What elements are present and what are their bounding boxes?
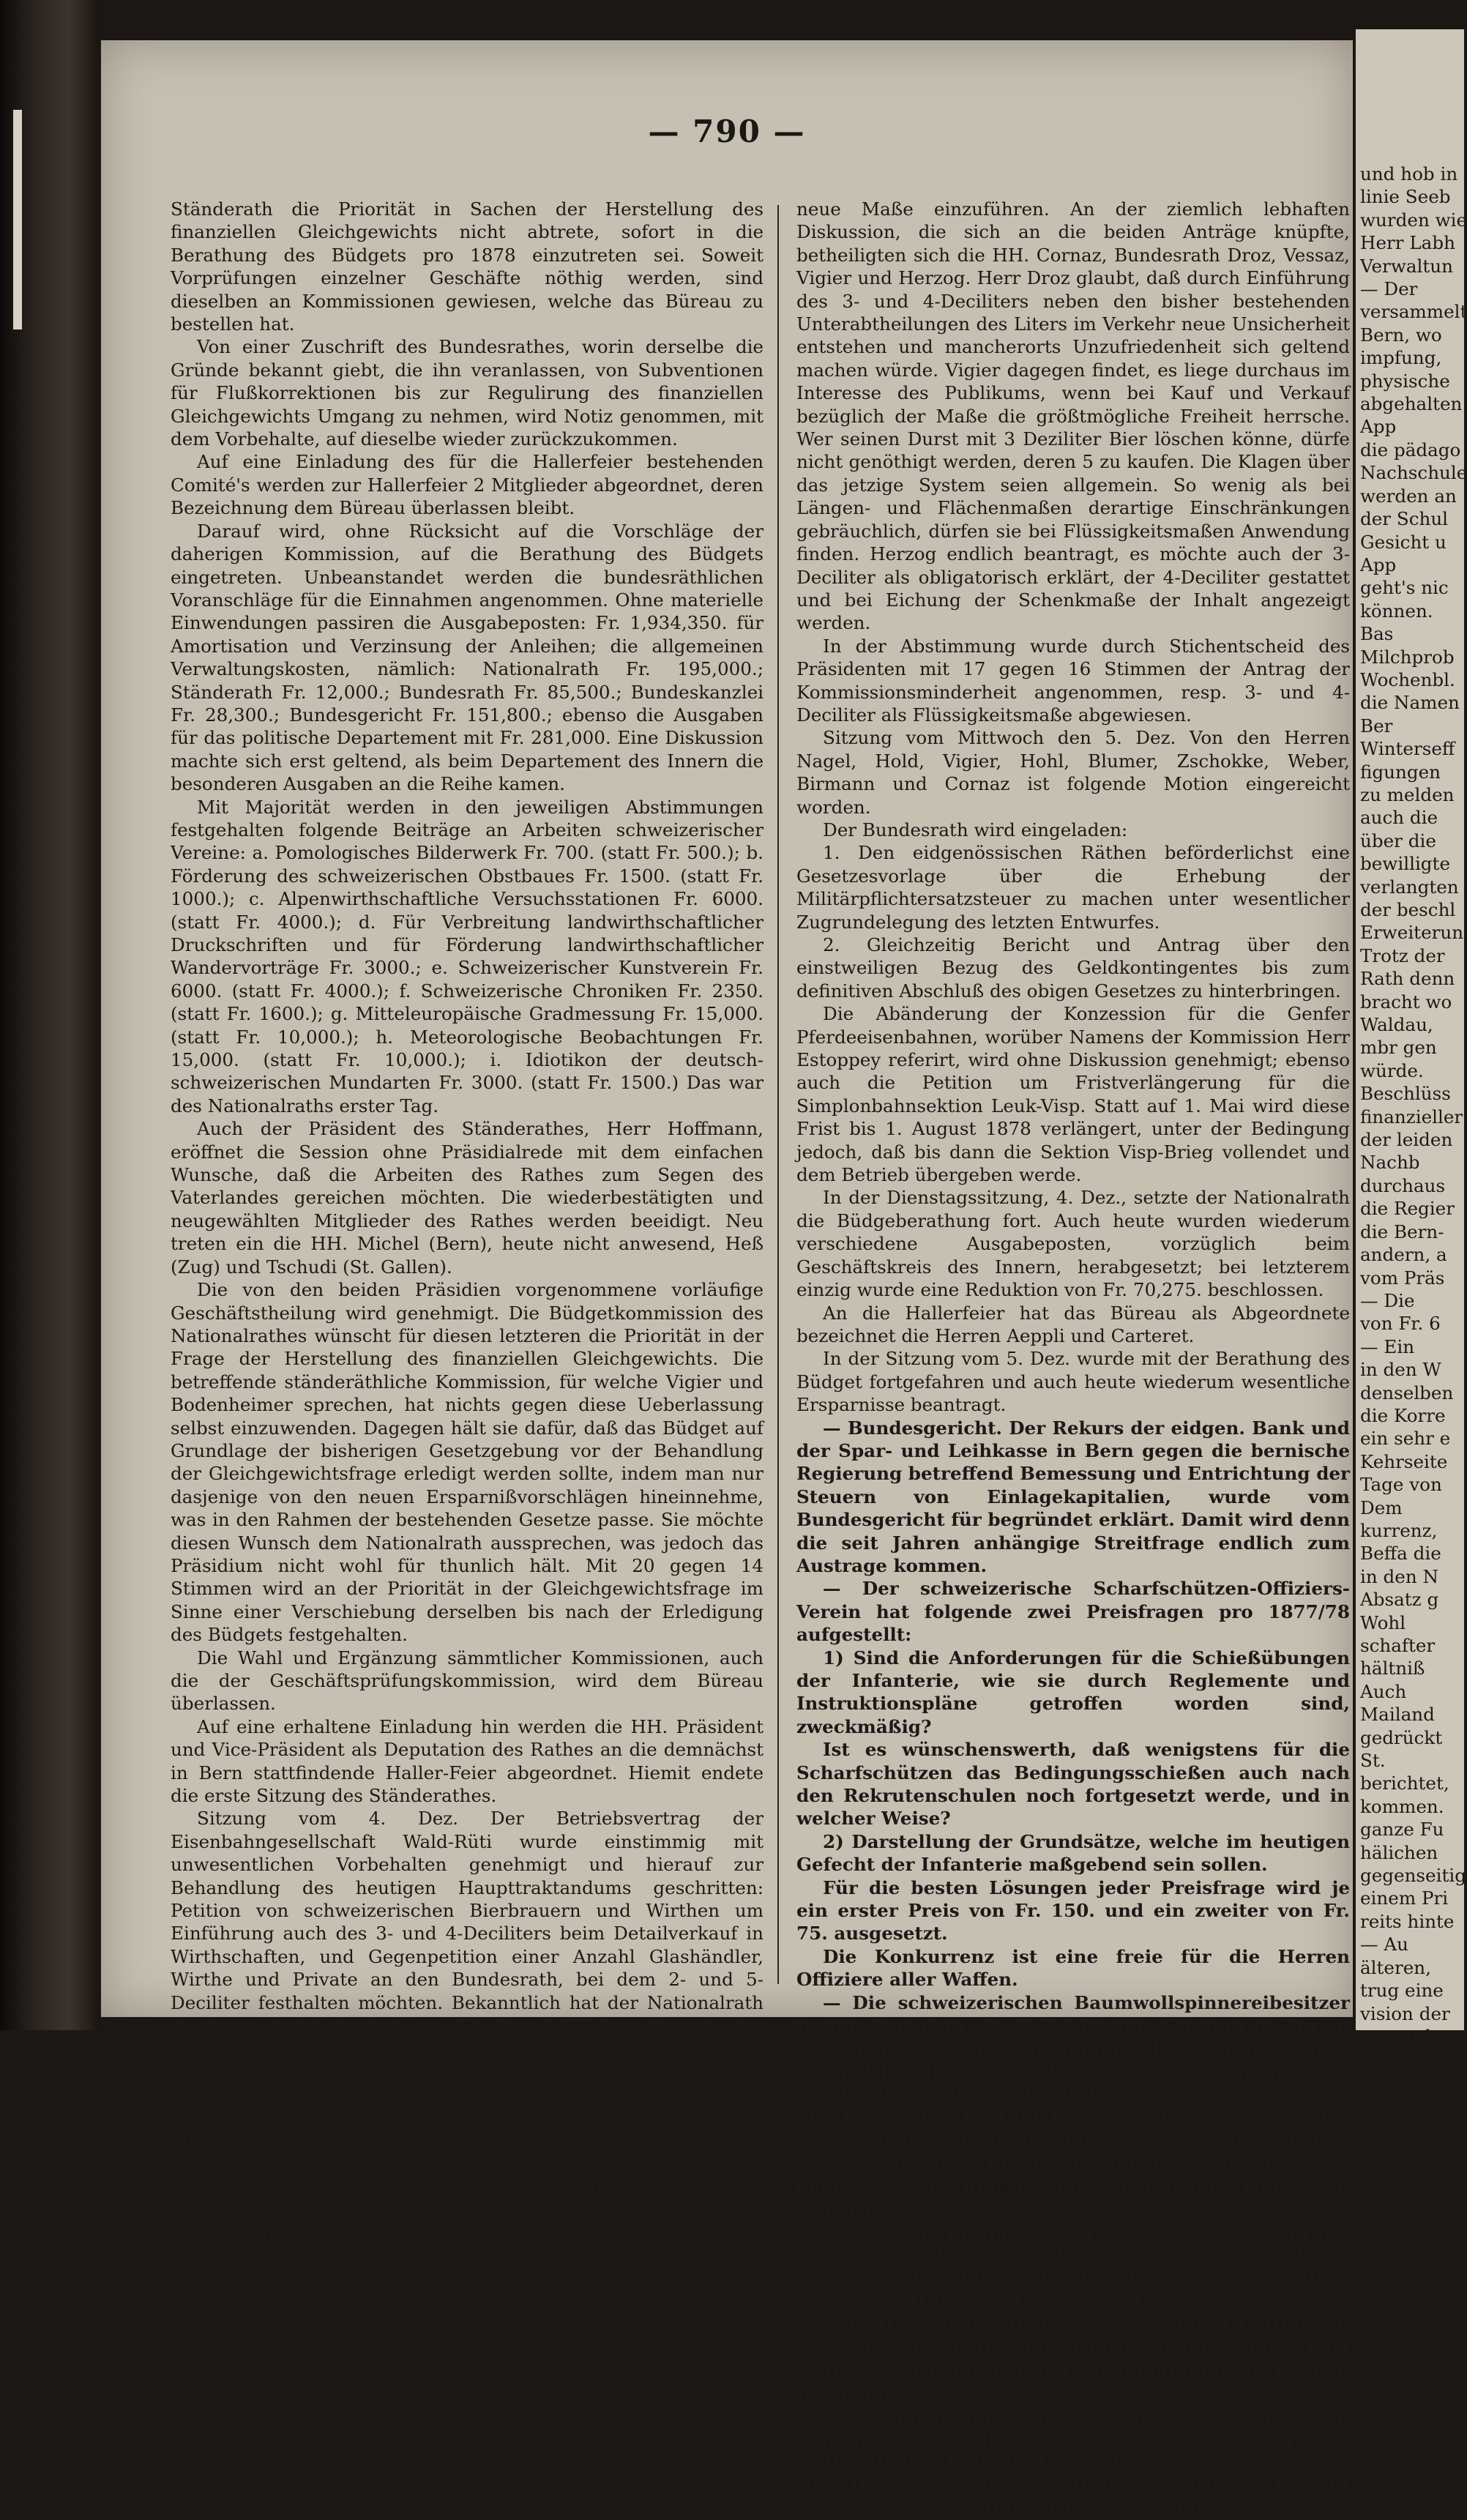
page-edge-strip: [13, 110, 22, 329]
fragment-line: Nachb: [1360, 1152, 1420, 1174]
fragment-line: der beschl: [1360, 899, 1456, 920]
paragraph: Von einer Zuschrift des Bundesrathes, worin derselbe die Gründe bekannt giebt, die ihn veranlassen, von Subventionen für Flußkorrektionen bis zur Regulirung des finanziellen Gleichgewichts Umgang zu nehmen, wird Notiz genommen, mit dem Vorbehalte, auf dieselbe wieder zurückzukommen.: [171, 336, 764, 450]
paragraph: 1. Den eidgenössischen Räthen beförderlichst eine Gesetzesvorlage über die Erhebung der Militärpflichtersatzsteuer zu machen unter wesentlicher Zugrundelegung des letzten Entwurfes.: [796, 842, 1350, 933]
fragment-line: Kehrseite: [1360, 1450, 1448, 1472]
fragment-line: Bern, wo: [1360, 324, 1442, 346]
fragment-line: schafter: [1360, 1635, 1436, 1656]
fragment-line: hältniß: [1360, 1658, 1425, 1680]
paragraph: In der Dienstagssitzung, 4. Dez., setzte der Nationalrath die Büdgeberathung fort. Auch heute wurden wiederum verschiedene Ausgabeposten, vorzüglich beim Geschäftskreis des Innern, herabgesetzt; bei letzterem einzig wurde eine Reduktion von Fr. 70,275. beschlossen.: [796, 1187, 1350, 1301]
fragment-line: vermuthe: [1360, 2025, 1448, 2047]
fragment-line: Erweiterun: [1360, 922, 1464, 944]
fragment-line: der leiden: [1360, 1129, 1453, 1151]
fragment-line: Winterseff: [1360, 738, 1455, 760]
fragment-line: mbr gen: [1360, 1037, 1437, 1059]
fragment-lines: [1356, 163, 1467, 2071]
fragment-line: gedrückt: [1360, 1726, 1443, 1748]
fragment-line: die Korre: [1360, 1404, 1446, 1426]
fragment-line: Beschlüss: [1360, 1083, 1451, 1105]
fragment-line: Milchprob: [1360, 646, 1455, 668]
fragment-line: Auch: [1360, 1680, 1407, 1702]
paragraph: Die Abänderung der Konzession für die Genfer Pferdeeisenbahnen, worüber Namens der Kommission Herr Estoppey referirt, wird ohne Diskussion genehmigt; ebenso auch die Petition um Fristverlängerung für die Simplonbahnsektion Leuk-Visp. Statt auf 1. Mai wird diese Frist bis 1. August 1878 verlängert, unter der Bedingung jedoch, daß bis dann die Sektion Visp-Brieg vollendet und dem Betrieb übergeben werde.: [796, 1003, 1350, 1186]
fragment-line: auch die: [1360, 807, 1438, 829]
fragment-line: Tage von: [1360, 1474, 1442, 1496]
news-item: — Nationalbahn. An der am 3. Dezember in Zofingen abgehaltenen Aktionärversammlung der Nationalbahn betheiligten sich 400 bis 500 Mann. Herr Direktor Ziegler erstattete ausführlichen Bericht über die gegenwärtige Situation der Bahn: [796, 2406, 1350, 2519]
fragment-line: können.: [1360, 600, 1433, 622]
paragraph: Die Wahl und Ergänzung sämmtlicher Kommissionen, auch die der Geschäftsprüfungskommission, wird dem Büreau überlassen.: [171, 1647, 764, 1715]
fragment-line: Trotz der: [1360, 944, 1445, 966]
news-item: — Der schweizerische Scharfschützen-Offiziers-Verein hat folgende zwei Preisfragen pro 1877/78 aufgestellt:: [796, 1578, 1350, 1646]
fragment-line: die Namen: [1360, 692, 1460, 714]
fragment-line: Wochenbl.: [1360, 668, 1455, 690]
news-item: Die Konkurrenz ist eine freie für die Herren Offiziere aller Waffen.: [796, 1945, 1350, 1991]
fragment-line: einem Pri: [1360, 1887, 1449, 1909]
fragment-line: abgehalten: [1360, 393, 1463, 415]
fragment-line: bewilligte: [1360, 853, 1450, 875]
fragment-line: Beffa die: [1360, 1543, 1441, 1565]
fragment-line: physische: [1360, 370, 1450, 392]
fragment-line: andern, a: [1360, 1244, 1447, 1266]
fragment-line: Wohl: [1360, 1611, 1406, 1633]
news-item: Ist es wünschenswerth, daß wenigstens für die Scharfschützen das Bedingungsschießen auch nach den Rekrutenschulen noch fortgesetzt werde, und in welcher Weise?: [796, 1739, 1350, 1830]
fragment-line: von der: [1360, 2049, 1430, 2070]
paragraph: Auf eine Einladung des für die Hallerfeier bestehenden Comité's werden zur Hallerfeier 2 Mitglieder abgeordnet, deren Bezeichnung dem Büreau überlassen bleibt.: [171, 451, 764, 519]
fragment-line: gegenseitig: [1360, 1865, 1466, 1887]
fragment-line: kurrenz,: [1360, 1519, 1438, 1541]
fragment-line: Herr Labh: [1360, 232, 1455, 254]
fragment-line: St.: [1360, 1750, 1386, 1772]
fragment-line: Waldau,: [1360, 1014, 1433, 1036]
fragment-line: reits hinte: [1360, 1910, 1455, 1932]
paragraph: Auf eine erhaltene Einladung hin werden die HH. Präsident und Vice-Präsident als Deputation des Rathes an die demnächst in Bern stattfindende Haller-Feier abgeordnet. Hiemit endete die erste Sitzung des Ständerathes.: [171, 1715, 764, 1807]
news-item: 1) Sind die Anforderungen für die Schießübungen der Infanterie, wie sie durch Reglemente und Instruktionspläne getroffen worden sind, zweckmäßig?: [796, 1647, 1350, 1737]
fragment-line: Dem: [1360, 1496, 1403, 1518]
fragment-line: kommen.: [1360, 1795, 1444, 1817]
fragment-line: verlangten: [1360, 876, 1459, 898]
paragraph: Mit Majorität werden in den jeweiligen Abstimmungen festgehalten folgende Beiträge an Arbeiten schweizerischer Vereine: a. Pomologisches Bilderwerk Fr. 700. (statt Fr. 500.); b. Förderung des schweizerischen Obstbaues Fr. 1500. (statt Fr. 1000.); c. Alpenwirthschaftliche Versuchsstationen Fr. 6000. (statt Fr. 4000.); d. Für Verbreitung landwirthschaftlicher Druckschriften und für Förderung landwirthschaftlicher Wandervorträge Fr. 3000.; e. Schweizerischer Kunstverein Fr. 6000. (statt Fr. 4000.); f. Schweizerische Chroniken Fr. 2350. (statt Fr. 1600.); g. Mitteleuropäische Gradmessung Fr. 15,000. (statt Fr. 10,000.); h. Meteorologische Beobachtungen Fr. 15,000. (statt Fr. 10,000.); i. Idiotikon der deutsch-schweizerischen Mundarten Fr. 3000. (statt Fr. 1500.) Das war des Nationalraths erster Tag.: [171, 796, 764, 1117]
fragment-line: der Schul: [1360, 508, 1449, 530]
fragment-line: die Regier: [1360, 1198, 1455, 1220]
fragment-line: geht's nic: [1360, 577, 1449, 599]
fragment-line: Ber: [1360, 715, 1393, 737]
paragraph: 2. Gleichzeitig Bericht und Antrag über den einstweiligen Bezug des Geldkontingentes bis zum definitiven Abschluß des obigen Gesetzes zu hinterbringen.: [796, 934, 1350, 1002]
fragment-line: in den N: [1360, 1565, 1438, 1587]
fragment-line: linie Seeb: [1360, 186, 1451, 208]
paragraph: In der Sitzung vom 5. Dez. wurde mit der Berathung des Büdget fortgefahren und auch heute wiederum wesentliche Ersparnisse beantragt.: [796, 1348, 1350, 1416]
left-column: [171, 198, 764, 2312]
fragment-line: älteren,: [1360, 1956, 1431, 1978]
fragment-line: versammelt: [1360, 301, 1467, 323]
fragment-line: trug eine: [1360, 1980, 1444, 2002]
paragraph: neue Maße einzuführen. An der ziemlich lebhaften Diskussion, die sich an die beiden Anträge knüpfte, betheiligten sich die HH. Cornaz, Bundesrath Droz, Vessaz, Vigier und Herzog. Herr Droz glaubt, daß durch Einführung des 3- und 4-Deciliters neben den bisher bestehenden Unterabtheilungen des Liters im Verkehr neue Unsicherheit entstehen und mancherorts Unzufriedenheit sich geltend machen würde. Vigier dagegen findet, es liege durchaus im Interesse des Publikums, wenn bei Kauf und Verkauf bezüglich der Maße die größtmögliche Freiheit herrsche. Wer seinen Durst mit 3 Deziliter Bier löschen könne, dürfe nicht genöthigt werden, deren 5 zu kaufen. Die Klagen über das jetzige System seien allgemein. So wenig als bei Längen- und Flächenmaßen derartige Einschränkungen gebräuchlich, dürfen sie bei Flüssigkeitsmaßen Anwendung finden. Herzog endlich beantragt, es möchte auch der 3-Deciliter als obligatorisch erklärt, der 4-Deciliter gestattet und bei Eichung der Schenkmaße der Inhalt angezeigt werden.: [796, 198, 1350, 634]
paragraph: Sitzung vom Mittwoch den 5. Dez. Von den Herren Nagel, Hold, Vigier, Hohl, Blumer, Zschokke, Weber, Birmann und Cornaz ist folgende Motion eingereicht worden.: [796, 727, 1350, 818]
fragment-line: App: [1360, 416, 1397, 438]
paragraph: In der Abstimmung wurde durch Stichentscheid des Präsidenten mit 17 gegen 16 Stimmen der Antrag der Kommissionsminderheit angenommen, resp. 3- und 4-Deciliter als Flüssigkeitsmaße abgewiesen.: [796, 635, 1350, 726]
fragment-line: vision der: [1360, 2002, 1450, 2024]
paragraph: An die Hallerfeier hat das Büreau als Abgeordnete bezeichnet die Herren Aeppli und Carteret.: [796, 1302, 1350, 1346]
fragment-line: über die: [1360, 830, 1436, 851]
fragment-line: durchaus: [1360, 1174, 1446, 1196]
fragment-line: — Ein: [1360, 1335, 1415, 1357]
paragraph: Ständerath die Priorität in Sachen der Herstellung des finanziellen Gleichgewichts nicht abtrete, sofort in die Berathung des Büdgets pro 1878 einzutreten sei. Soweit Vorprüfungen einzelner Geschäfte nöthig werden, sind dieselben an Kommissionen gewiesen, welche das Büreau zu bestellen hat.: [171, 198, 764, 335]
fragment-line: werden an: [1360, 485, 1457, 507]
fragment-line: ganze Fu: [1360, 1819, 1444, 1841]
fragment-line: Gesicht u: [1360, 531, 1447, 553]
fragment-line: finanzieller: [1360, 1106, 1463, 1127]
fragment-line: hälichen: [1360, 1841, 1438, 1863]
fragment-line: zu melden: [1360, 783, 1455, 805]
fragment-line: von Fr. 6: [1360, 1313, 1441, 1335]
fragment-line: würde.: [1360, 1059, 1424, 1081]
fragment-line: App: [1360, 553, 1397, 575]
fragment-line: Rath denn: [1360, 968, 1455, 990]
fragment-line: — Au: [1360, 1934, 1409, 1956]
paragraph: Sitzung vom 4. Dez. Der Betriebsvertrag der Eisenbahngesellschaft Wald-Rüti wurde einstimmig mit unwesentlichen Vorbehalten genehmigt und hierauf zur Behandlung des heutigen Haupttraktandums geschritten: Petition von schweizerischen Bierbrauern und Wirthen um Einführung auch des 3- und 4-Deciliters beim Detailverkauf in Wirthschaften, und Gegenpetition einer Anzahl Glashändler, Wirthe und Private an den Bundesrath, bei dem 2- und 5-Deciliter festhalten möchten. Bekanntlich hat der Nationalrath in dieser Angelegenheit am 22. Juni 1877 beschlossen, der Bundesrath sei eingeladen, den Art. 19. der Vollziehungsverordnung über Maß und Gewicht vom 22. Oktober 1875 mit thunlicher Beförderung in dem Sinne abzuändern, daß beim Detailverkauf als Flüssigkeitsmaß vom Liter abwärts die Theilung 5, 4, 3, 2 und 1-Deciliter gestattet wird. Die Mehrheit der ständeräthlichen Kommission nun (Berichterstatter Herr Kopp) beantragte Zustimmung zu diesem nationalräthlichen Beschlusse, während die Minderheit (Hr. Bodenheimer) über die obenerwähnten Petitionen und Eingaben zur Tagesordnung schreiten möchte, in Anbetracht, daß laut §. 102. der Bundesverfassung dem Bundesrath allein die Competenz zustehe,: [171, 1808, 764, 2312]
fragment-line: die pädago: [1360, 439, 1461, 461]
fragment-line: Mailand: [1360, 1704, 1435, 1726]
fragment-line: — Der: [1360, 278, 1418, 300]
news-item: — Die schweizerischen Baumwollspinnereibesitzer tagten laut dem „N. Z.-Z." letzten Sonntag in Zürich und genehmigten einstimmig die Vorlage einer Normal-Fabrikordnung. Betreffend die Taglohnarbeit wurde Stundenlohn einzuführen beschlossen. Ueber die Frage der Haftpflicht gegenüber dem Arbeiter konnte man sich nicht einigen und es wurde Jedem überlassen, durch die ihm geeignet scheinende Weise gegen Unfälle und daraus entstehende Folgen zu sichern.: [796, 1991, 1350, 2221]
news-item: Für die besten Lösungen jeder Preisfrage wird je ein erster Preis von Fr. 150. und ein zweiter von Fr. 75. ausgesetzt.: [796, 1876, 1350, 1945]
fragment-line: denselben: [1360, 1382, 1454, 1403]
newspaper-page: [101, 40, 1353, 2519]
fragment-line: wurden wie: [1360, 209, 1467, 231]
fragment-line: Verwaltun: [1360, 255, 1453, 277]
fragment-line: impfung,: [1360, 347, 1442, 369]
fragment-line: — Die: [1360, 1289, 1415, 1311]
news-item: 2) Darstellung der Grundsätze, welche im heutigen Gefecht der Infanterie maßgebend sein sollen.: [796, 1830, 1350, 1876]
column-rule: [777, 205, 779, 1984]
fragment-line: ein sehr e: [1360, 1428, 1451, 1450]
fragment-line: Nachschule: [1360, 462, 1467, 484]
fragment-line: in den W: [1360, 1359, 1441, 1381]
fragment-line: bracht wo: [1360, 991, 1452, 1013]
right-column: [796, 198, 1350, 2519]
news-item: — Bundesgericht. Der Rekurs der eidgen. Bank und der Spar- und Leihkasse in Bern gegen die bernische Regierung betreffend Bemessung und Entrichtung der Steuern von Einlagekapitalien, wurde vom Bundesgericht für begründet erklärt. Damit wird denn die seit Jahren anhängige Streitfrage endlich zum Austrage kommen.: [796, 1417, 1350, 1576]
fragment-line: die Bern-: [1360, 1220, 1444, 1242]
fragment-line: und hob in: [1360, 163, 1458, 184]
page-number: — 790 —: [648, 113, 806, 149]
fragment-line: Bas: [1360, 623, 1394, 645]
adjacent-page-fragment: [1356, 29, 1467, 2070]
news-item: — Gotthardbahn. Deutscherseits sind 10 Millionen Nachsubvention für die Gotthardbahn zugesichert worden, vorbehältlich der Genehmigung durch den Reichstag.: [796, 2314, 1350, 2404]
fragment-line: Absatz g: [1360, 1589, 1439, 1611]
paragraph: Die von den beiden Präsidien vorgenommene vorläufige Geschäftstheilung wird genehmigt. Die Büdgetkommission des Nationalrathes wünscht für diesen letzteren die Priorität in der Frage der Herstellung des finanziellen Gleichgewichts. Die betreffende ständeräthliche Kommission, für welche Vigier und Bodenheimer sprechen, hat nichts gegen diese Ueberlassung selbst einzuwenden. Dagegen hält sie dafür, daß das Büdget auf Grundlage der bisherigen Gesetzgebung vor der Behandlung der Gleichgewichtsfrage erledigt werden sollte, indem man nur dasjenige von den neuen Ersparnißvorschlägen hineinnehme, was in den Rahmen der bestehenden Gesetze passe. Sie möchte diesen Wunsch dem Nationalrath aussprechen, was jedoch das Präsidium nicht wohl für thunlich hält. Mit 20 gegen 14 Stimmen wird an der Priorität in der Gleichgewichtsfrage im Sinne einer Verschiebung derselben bis nach der Erledigung des Büdgets festgehalten.: [171, 1279, 764, 1646]
paragraph: Auch der Präsident des Ständerathes, Herr Hoffmann, eröffnet die Session ohne Präsidialrede mit dem einfachen Wunsche, daß die Arbeiten des Rathes zum Segen des Vaterlandes gereichen möchten. Die wiederbestätigten und neugewählten Mitglieder des Rathes werden beeidigt. Neu treten ein die HH. Michel (Bern), heute nicht anwesend, Heß (Zug) und Tschudi (St. Gallen).: [171, 1118, 764, 1278]
news-item: — Gotthardtunnel. Fortschritt der Bohrung während der letzten Woche: Göschenen 16,30 Meter, Airolo 8,50 Meter, Total 24,80 Meter; mithin durchschnittlich per Tag 3,55 Meter.: [796, 2221, 1350, 2312]
fragment-line: figungen: [1360, 761, 1441, 783]
paragraph: Darauf wird, ohne Rücksicht auf die Vorschläge der daherigen Kommission, auf die Berathung des Büdgets eingetreten. Unbeanstandet werden die bundesräthlichen Voranschläge für die Einnahmen angenommen. Ohne materielle Einwendungen passiren die Ausgabeposten: Fr. 1,934,350. für Amortisation und Verzinsung der Anleihen; die allgemeinen Verwaltungskosten, nämlich: Nationalrath Fr. 195,000.; Ständerath Fr. 12,000.; Bundesrath Fr. 85,500.; Bundeskanzlei Fr. 28,300.; Bundesgericht Fr. 151,800.; ebenso die Ausgaben für das politische Departement mit Fr. 281,000. Eine Diskussion machte sich erst geltend, als beim Departement des Innern die besonderen Ausgaben an die Reihe kamen.: [171, 520, 764, 795]
fragment-line: berichtet,: [1360, 1772, 1449, 1794]
paragraph: Der Bundesrath wird eingeladen:: [823, 819, 1128, 840]
fragment-line: vom Präs: [1360, 1267, 1445, 1289]
